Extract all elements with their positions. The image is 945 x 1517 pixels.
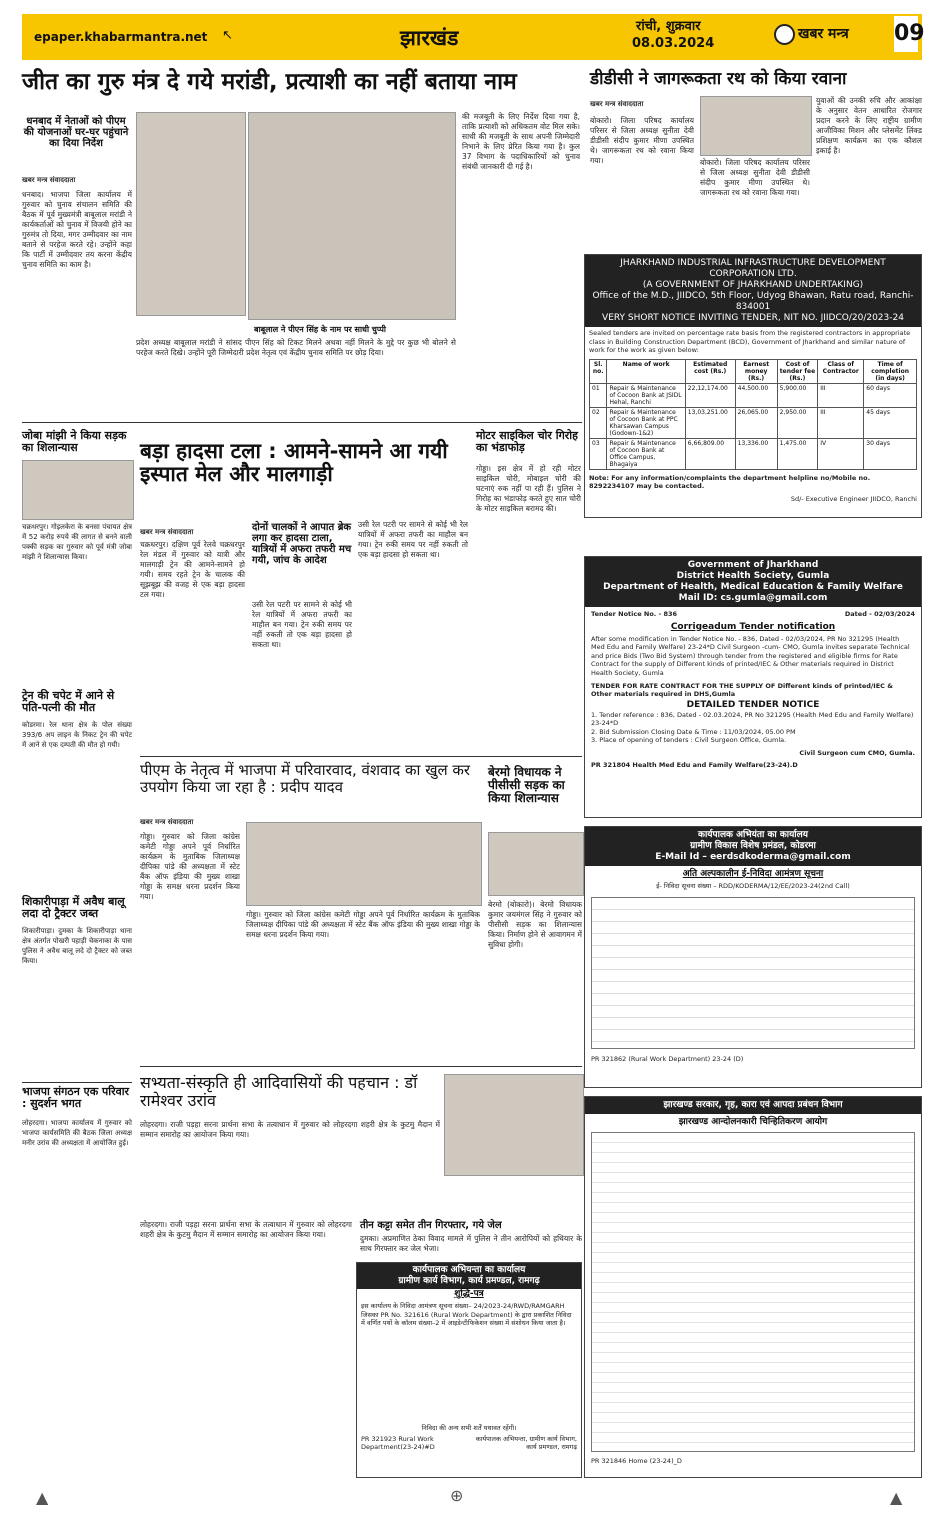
rail-body-2: उसी रेल पटरी पर सामने से कोई भी रेल यात्रियों में अफरा तफरी का माहौल बन गया। ट्रेन रुकी समय पर नहीं रुकती तो एक बड़ा हादसा हो सकता था। [252, 600, 352, 649]
city-day: रांची, शुक्रवार [636, 19, 701, 34]
bhagat-body: लोहरदगा। भाजपा कार्यालय में गुरुवार को भाजपा कार्यसमिति की बैठक जिला अध्यक्ष मनीर उरांव की अध्यक्षता में आयोजित हुई। [22, 1119, 132, 1147]
koderma-table [591, 897, 915, 1049]
table-row [590, 438, 917, 469]
ramgarh-body: इस कार्यालय के निविदा आमंत्रण सूचना संख्या– 24/2023-24/RWD/RAMGARH जिसका PR No. 321616 (Rural Work Department) के द्वारा प्रकाशित निविदा में वर्णित पथों के कॉलम संख्या–2 में आइडेन्टीफिकेशन संख्या में संशोधन किया जाता है। [361, 1302, 572, 1327]
gumla-dated: Dated - 02/03/2024 [844, 610, 915, 618]
cursor-icon: ↖ [222, 28, 233, 43]
train-death-headline: ट्रेन की चपेट में आने से पति-पत्नी की मौत [22, 689, 115, 715]
table-row [590, 407, 917, 438]
issue-date: 08.03.2024 [632, 36, 715, 51]
table-cell: 44,500.00 [735, 383, 777, 407]
sand-body: शिकारीपाड़ा। दुमका के शिकारीपाड़ा थाना क्षेत्र अंतर्गत पोखरी पहाड़ी चेकनाका के पास पुलिस ने अवैध बालू लदे दो ट्रैक्टर को जब्त किया। [22, 927, 132, 965]
ramesh-body: लोहरदगा। राजी पड़हा सरना प्रार्थना सभा के तत्वाधान में गुरुवार को लोहरदगा शहरी क्षेत्र के कुटमु मैदान में सम्मान समारोह का आयोजन किया गया। [140, 1120, 440, 1139]
jiidco-sign: Sd/- Executive Engineer JIIDCO, Ranchi [790, 494, 917, 503]
table-row [590, 383, 917, 407]
table-cell: 45 days [864, 407, 917, 438]
pradeep-body: गोड्डा। गुरुवार को जिला कांग्रेस कमेटी गोड्डा अपने पूर्व निर्धारित कार्यक्रम के मुताबिक जिलाध्यक्ष दीपिका पांडे की अध्यक्षता में स्टेट बैंक ऑफ इंडिया की मुख्य शाखा गोड्डा के समक्ष धरना प्रदर्शन किया गया। [140, 832, 240, 901]
gumla-item-3: 3. Place of opening of tenders : Civil Surgeon Office, Gumla. [591, 736, 787, 744]
prisons-pr: PR 321846 Home (23-24)_D [591, 1457, 682, 1465]
ramgarh-closing: निविदा की अन्य सभी शर्तें यथावत रहेंगी। [421, 1424, 517, 1432]
pradeep-byline: खबर मन्त्र संवाददाता [140, 818, 194, 826]
table-cell: 2,950.00 [777, 407, 818, 438]
table-cell: 13,03,251.00 [685, 407, 735, 438]
table-header: Estimated cost (Rs.) [685, 359, 735, 383]
table-cell: III [818, 407, 864, 438]
prisons-title-1: झारखण्ड सरकार, गृह, कारा एवं आपदा प्रबंधन विभाग [663, 1100, 843, 1110]
lead-byline: खबर मन्त्र संवाददाता [22, 176, 76, 184]
lead-photo-meeting [248, 112, 456, 320]
registration-mark-icon: ▲ [36, 1488, 49, 1507]
ramgarh-title-3: शुद्धि-पत्र [454, 1289, 484, 1299]
jiidco-title-1: JHARKHAND INDUSTRIAL INFRASTRUCTURE DEVELOPMENT CORPORATION LTD. [620, 258, 886, 279]
dc-photo [700, 96, 812, 156]
divider [140, 1066, 582, 1067]
registration-mark-icon: ⊕ [450, 1486, 464, 1505]
gumla-notice [584, 556, 922, 818]
rail-body: चक्रधरपुर। दक्षिण पूर्व रेलवे चक्रधरपुर रेल मंडल में गुरुवार को यात्री और मालगाड़ी ट्रेन की आमने-सामने हो गयी। समय रहते ट्रेन के चालक की सूझबूझ की वजह से एक बड़ा हादसा टल गया। [140, 540, 245, 599]
prisons-title-2: झारखण्ड आन्दोलनकारी चिन्हितिकरण आयोग [678, 1117, 828, 1127]
table-cell: 5,900.00 [777, 383, 818, 407]
table-header: Class of Contractor [818, 359, 864, 383]
koderma-title-3: E-Mail Id – eerdsdkoderma@gmail.com [655, 852, 851, 862]
lead-subhead: धनबाद में नेताओं को पीएम की योजनाओं घर-घर पहुंचाने का दिया निर्देश [23, 116, 129, 149]
arrest-headline: तीन कट्टा समेत तीन गिरफ्तार, गये जेल [360, 1220, 502, 1231]
table-cell: 22,12,174.00 [685, 383, 735, 407]
dc-body: बोकारो। जिला परिषद कार्यालय परिसर से जिला अध्यक्ष सुनीता देवी डीडीसी संदीप कुमार मीणा उपस्थित थे। जागरूकता रथ को रवाना किया गया। [590, 116, 694, 165]
pradeep-photo [246, 822, 482, 906]
gumla-title-2: District Health Society, Gumla [676, 571, 830, 581]
table-cell: 6,66,809.00 [685, 438, 735, 469]
arrest-body: दुमका। अप्रमाणित ठेका विवाद मामले में पुलिस ने तीन आरोपियों को हथियार के साथ गिरफ्तार कर जेल भेजा। [360, 1234, 582, 1253]
table-header: Cost of tender fee (Rs.) [777, 359, 818, 383]
gumla-pr: PR 321804 Health Med Edu and Family Welfare(23-24).D [591, 761, 798, 769]
dc-body-2: बोकारो। जिला परिषद कार्यालय परिसर से जिला अध्यक्ष सुनीता देवी डीडीसी संदीप कुमार मीणा उपस्थित थे। जागरूकता रथ को रवाना किया गया। [700, 158, 810, 197]
rail-side-headline: दोनों चालकों ने आपात ब्रेक लगा कर हादसा टाला, यात्रियों में अफरा तफरी मच गयी, जांच के आदेश [252, 522, 352, 566]
ramgarh-title-1: कार्यपालक अभियन्ता का कार्यालय [412, 1265, 526, 1275]
bermo-photo [488, 832, 584, 896]
gumla-body: After some modification in Tender Notice No. - 836, Dated - 02/03/2024, PR No 321295 (Health Med Edu and Family Welfare) 23-24*D Civil Surgeon -cum- CMO, Gumla invites separate Technical and price Bids (Two Bid System) through tender from the registered and eligible firms for Rate Contract for the supply of Different kinds of printed/IEC & Other materials required in District Health Society, Gumla [591, 634, 910, 677]
lead-caption: बाबूलाल ने पीएन सिंह के नाम पर साधी चुप्पी [254, 325, 386, 334]
jiidco-intro: Sealed tenders are invited on percentage rate basis from the registered contractors in appropriate class in Building Construction Department (BCD), Government of Jharkhand and similar nature of work for the work as given below: [589, 329, 911, 354]
divider [22, 1082, 132, 1083]
koderma-title-1: कार्यपालक अभियंता का कार्यालय [698, 830, 808, 840]
table-header: Time of completion (in days) [864, 359, 917, 383]
table-cell: Repair & Maintenance of Cocoon Bank at JSIDL Hehal, Ranchi [607, 383, 685, 407]
bike-body: गोड्डा। इस क्षेत्र में हो रही मोटर साइकिल चोरी, मोबाइल चोरी की घटनाएं रुक नहीं पा रही हैं। पुलिस ने गिरोह का भंडाफोड़ करते हुए सात चोरी के मोटर साइकिल बरामद की। [476, 464, 581, 513]
joba-photo [22, 460, 134, 520]
lead-body-2: की मजबूती के लिए निर्देश दिया गया है, ताकि प्रत्याशी को अधिकतम वोट मिल सके। साथी की मजबूती के साथ अपनी जिम्मेदारी निभाने के लिए प्रेरित किया गया है। कुल 37 विभाग के पदाधिकारियों को चुनाव संबंधी जानकारी दी गई है। [462, 112, 580, 171]
gumla-detail: DETAILED TENDER NOTICE [686, 699, 820, 710]
table-cell: IV [818, 438, 864, 469]
ramgarh-sign: कार्यपालक अभियन्ता, ग्रामीण कार्य विभाग, कार्य प्रमण्डल, रामगढ़ [475, 1434, 577, 1451]
bermo-body: बेरमो (बोकारो)। बेरमो विधायक कुमार जयमंगल सिंह ने गुरुवार को पीसीसी सड़क का शिलान्यास किया। निर्माण होने से आवागमन में सुविधा होगी। [488, 900, 582, 949]
koderma-pr: PR 321862 (Rural Work Department) 23-24 (D) [591, 1054, 744, 1063]
jiidco-notice [584, 254, 922, 518]
prisons-table [591, 1132, 915, 1452]
bike-headline: मोटर साइकिल चोर गिरोह का भंडाफोड़ [476, 429, 578, 455]
dc-byline: खबर मन्त्र संवाददाता [590, 100, 644, 108]
table-cell: 30 days [864, 438, 917, 469]
table-cell: 26,065.00 [735, 407, 777, 438]
train-death-body: कोडरमा। रेल थाना क्षेत्र के पोल संख्या 393/6 अप लाइन के निकट ट्रेन की चपेट में आने से एक दम्पती की मौत हो गयी। [22, 721, 132, 749]
bermo-headline: बेरमो विधायक ने पीसीसी सड़क का किया शिलान्यास [488, 765, 565, 806]
lead-body-1: धनबाद। भाजपा जिला कार्यालय में गुरुवार को चुनाव संचालन समिति की बैठक में पूर्व मुख्यमंत्री बाबूलाल मरांडी ने कार्यकर्ताओं को चुनाव में विजयी होने का गुरुमंत्र तो दिया, मगर उम्मीदवार का नाम बताने से परहेज करते रहे। उन्होंने कहा कि पार्टी में उम्मीदवार तय करना केंद्रीय चुनाव समिति का काम है। [22, 190, 132, 269]
gumla-title-4: Mail ID: cs.gumla@gmail.com [678, 593, 828, 603]
brand-name: खबर मन्त्र [798, 26, 849, 42]
table-cell: III [818, 383, 864, 407]
table-header: Name of work [607, 359, 685, 383]
rail-body-3: उसी रेल पटरी पर सामने से कोई भी रेल यात्रियों में अफरा तफरी का माहौल बन गया। ट्रेन रुकी समय पर नहीं रुकती तो एक बड़ा हादसा हो सकता था। [358, 520, 468, 559]
table-cell: 1,475.00 [777, 438, 818, 469]
section-title: झारखंड [400, 26, 459, 50]
ramgarh-title-2: ग्रामीण कार्य विभाग, कार्य प्रमण्डल, रामगढ़ [398, 1276, 540, 1286]
jiidco-title-4: VERY SHORT NOTICE INVITING TENDER, NIT NO. JIIDCO/20/2023-24 [602, 313, 904, 323]
page-number: 09 [894, 16, 918, 52]
jiidco-note: Note: For any information/complaints the department helpline no/Mobile no. 8292234107 may be contacted. [589, 473, 871, 490]
ramesh-photo [444, 1074, 584, 1176]
gumla-corrigendum: Corrigeadum Tender notification [670, 621, 836, 632]
koderma-title-2: ग्रामीण विकास विशेष प्रमंडल, कोडरमा [690, 841, 816, 851]
pradeep-headline: पीएम के नेतृत्व में भाजपा में परिवारवाद, वंशवाद का खुल कर उपयोग किया जा रहा है : प्रदीप यादव [140, 761, 471, 796]
site-url[interactable]: epaper.khabarmantra.net [34, 30, 208, 44]
divider [140, 756, 582, 757]
lead-caption-body: प्रदेश अध्यक्ष बाबूलाल मरांडी ने सांसद पीएन सिंह को टिकट मिलने अथवा नहीं मिलने के मुद्दे पर कुछ भी बोलने से परहेज करते दिखे। उन्होंने पूरी जिम्मेदारी प्रदेश नेतृत्व एवं केंद्रीय चुनाव समिति पर छोड़ दिया। [136, 338, 456, 357]
table-header: Sl. no. [590, 359, 607, 383]
rail-byline: खबर मन्त्र संवाददाता [140, 528, 194, 536]
lead-headline: जीत का गुरु मंत्र दे गये मरांडी, प्रत्याशी का नहीं बताया नाम [22, 69, 517, 95]
table-header: Earnest money (Rs.) [735, 359, 777, 383]
dc-body-3: युवाओं की उनकी रुचि और आकांक्षा के अनुसार वेतन आधारित रोजगार प्रदान करने के लिए राष्ट्रीय ग्रामीण आजीविका मिशन और प्लेसमेंट लिंक्ड प्रशिक्षण कार्यक्रम का एक कौशल इकाई है। [816, 96, 922, 155]
jiidco-title-3: Office of the M.D., JIIDCO, 5th Floor, Udyog Bhawan, Ratu road, Ranchi-834001 [592, 291, 914, 312]
ramgarh-pr: PR 321923 Rural Work Department(23-24)#D [361, 1434, 435, 1451]
ramgarh-notice [356, 1262, 582, 1478]
joba-body: चक्रधरपुर। गोइलकेरा के बनसा पंचायत क्षेत्र में 52 करोड़ रुपये की लागत से बनने वाली पक्की सड़क का गुरुवार को पूर्व मंत्री जोबा मांझी ने शिलान्यास किया। [22, 523, 132, 561]
lead-photo-portrait [136, 112, 246, 316]
table-cell: 02 [590, 407, 607, 438]
gumla-tender-no: Tender Notice No. - 836 [591, 610, 678, 618]
koderma-title-4: अति अल्पकालीन ई-निविदा आमंत्रण सूचना [682, 869, 824, 879]
gumla-title-3: Department of Health, Medical Education & Family Welfare [603, 582, 903, 592]
brand-logo-icon [774, 24, 795, 45]
table-cell: Repair & Maintenance of Cocoon Bank at Office Campus, Bhagaiya [607, 438, 685, 469]
koderma-notice [584, 826, 922, 1088]
ramesh-headline: सभ्यता-संस्कृति ही आदिवासियों की पहचान : डॉ रामेश्वर उरांव [140, 1073, 418, 1110]
gumla-title-1: Government of Jharkhand [687, 560, 819, 570]
bhagat-headline: भाजपा संगठन एक परिवार : सुदर्शन भगत [22, 1085, 130, 1111]
table-cell: 01 [590, 383, 607, 407]
table-cell: 60 days [864, 383, 917, 407]
gumla-item-1: 1. Tender reference : 836, Dated - 02.03.2024, PR No 321295 (Health Med Edu and Family Welfare) 23-24*D [591, 710, 914, 727]
sand-headline: शिकारीपाड़ा में अवैध बालू लदा दो ट्रैक्टर जब्त [22, 895, 125, 921]
jiidco-title-2: (A GOVERNMENT OF JHARKHAND UNDERTAKING) [642, 280, 864, 290]
ramesh-body-2: लोहरदगा। राजी पड़हा सरना प्रार्थना सभा के तत्वाधान में गुरुवार को लोहरदगा शहरी क्षेत्र के कुटमु मैदान में सम्मान समारोह का आयोजन किया गया। [140, 1220, 352, 1239]
gumla-sign: Civil Surgeon cum CMO, Gumla. [799, 748, 915, 757]
pradeep-body-2: गोड्डा। गुरुवार को जिला कांग्रेस कमेटी गोड्डा अपने पूर्व निर्धारित कार्यक्रम के मुताबिक जिलाध्यक्ष दीपिका पांडे की अध्यक्षता में स्टेट बैंक ऑफ इंडिया की मुख्य शाखा गोड्डा के समक्ष धरना प्रदर्शन किया गया। [246, 910, 480, 939]
registration-mark-icon: ▲ [890, 1488, 903, 1507]
table-cell: 13,336.00 [735, 438, 777, 469]
table-cell: 03 [590, 438, 607, 469]
rail-headline: बड़ा हादसा टला : आमने-सामने आ गयी इस्पात मेल और मालगाड़ी [140, 439, 448, 487]
prisons-notice [584, 1096, 922, 1478]
table-cell: Repair & Maintenance of Cocoon Bank at PPC Kharsawan Campus (Godown-1&2) [607, 407, 685, 438]
gumla-item-2: 2. Bid Submission Closing Date & Time : 11/03/2024, 05.00 PM [591, 727, 796, 736]
jiidco-table [589, 359, 917, 470]
joba-headline: जोबा मांझी ने किया सड़क का शिलान्यास [22, 429, 127, 455]
koderma-ref: ई- निविदा सूचना संख्या – RDD/KODERMA/12/EE/2023-24(2nd Call) [656, 882, 850, 890]
divider [22, 422, 582, 423]
dc-headline: डीडीसी ने जागरूकता रथ को किया रवाना [590, 69, 847, 89]
gumla-sub: TENDER FOR RATE CONTRACT FOR THE SUPPLY OF Different kinds of printed/IEC & Other materials required in DHS,Gumla [591, 681, 893, 698]
